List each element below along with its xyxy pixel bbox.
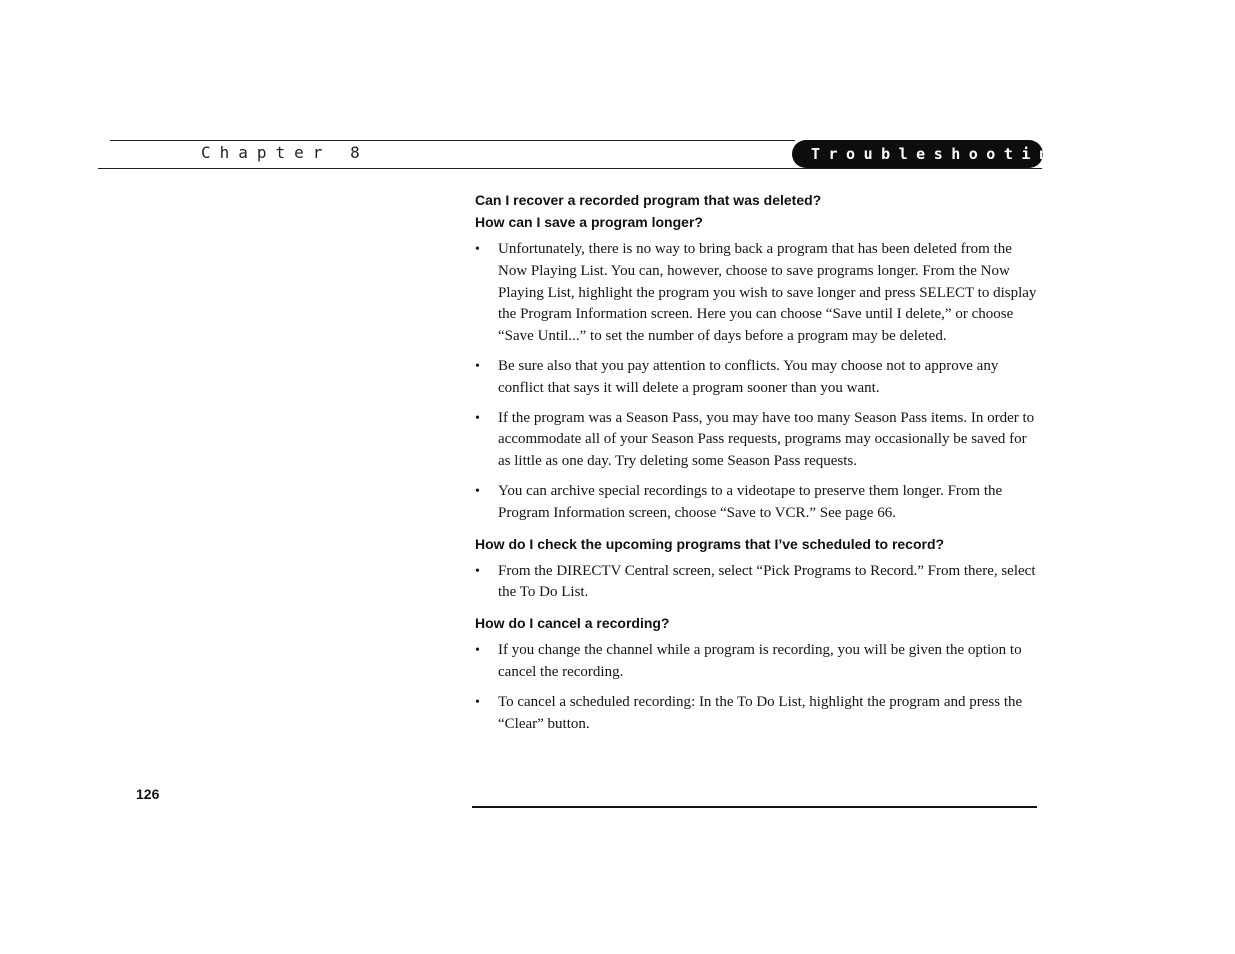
footer-rule: [472, 806, 1037, 808]
page-number: 126: [136, 786, 160, 802]
question-heading: How do I check the upcoming programs that I’ve scheduled to record?: [475, 535, 945, 552]
answer-list: [475, 640, 1040, 735]
answer-list: [475, 561, 1040, 605]
answer-item: • Unfortunately, there is no way to bring back a program that has been deleted from the Now Playing List. You can, however, choose to save programs longer. From the Now Playing List, highlight the program you wish to save longer and press SELECT to display the Program Information screen. Here you can choose “Save until I delete,” or choose “Save Until...” to set the number of days before a program may be deleted.: [475, 239, 1040, 348]
faq-section: [475, 189, 1040, 525]
answer-item: • You can archive special recordings to a videotape to preserve them longer. From the Program Information screen, choose “Save to VCR.” See page 66.: [475, 481, 1040, 525]
answer-list: [475, 239, 1040, 525]
answer-item: • If the program was a Season Pass, you may have too many Season Pass items. In order to accommodate all of your Season Pass requests, programs may occasionally be saved for as little as one day. Try deleting some Season Pass requests.: [475, 408, 1040, 473]
section-title-badge: Troubleshooting: [792, 140, 1043, 168]
answer-item: • From the DIRECTV Central screen, select “Pick Programs to Record.” From there, select the To Do List.: [475, 561, 1040, 605]
page-content: [475, 189, 1040, 743]
answer-item: • Be sure also that you pay attention to conflicts. You may choose not to approve any conflict that says it will delete a program sooner than you want.: [475, 356, 1040, 400]
faq-section: [475, 612, 1040, 735]
question-heading: How can I save a program longer?: [475, 214, 703, 230]
answer-item: • If you change the channel while a program is recording, you will be given the option to cancel the recording.: [475, 640, 1040, 684]
chapter-label: Chapter 8: [201, 143, 369, 162]
header-rule-bottom: [98, 168, 1042, 169]
faq-section: [475, 533, 1040, 605]
question-heading: Can I recover a recorded program that was deleted?: [475, 192, 822, 208]
answer-item: • To cancel a scheduled recording: In the To Do List, highlight the program and press the “Clear” button.: [475, 692, 1040, 736]
question-heading: How do I cancel a recording?: [475, 615, 670, 632]
header-rule-top: [110, 140, 795, 141]
